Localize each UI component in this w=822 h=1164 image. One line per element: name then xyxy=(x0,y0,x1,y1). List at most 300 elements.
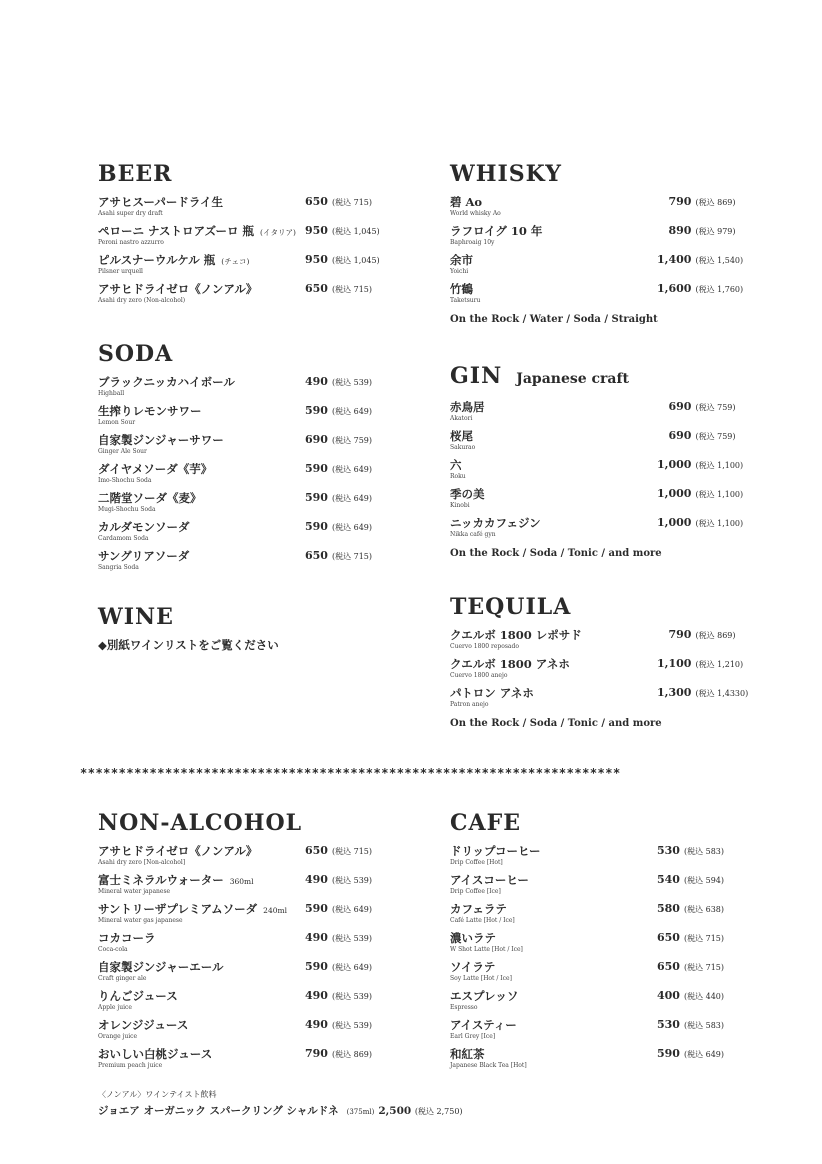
item-english-name: Craft ginger ale xyxy=(98,975,147,982)
menu-item xyxy=(98,872,398,901)
item-price xyxy=(305,462,372,475)
item-name-text: ソイラテ xyxy=(450,960,496,974)
item-name xyxy=(450,901,507,917)
item-english-name: Baphroaig 10y xyxy=(450,239,495,246)
item-price xyxy=(657,902,724,915)
item-price-tax: (税込 1,540) xyxy=(695,256,744,265)
item-english-name: Ginger Ale Sour xyxy=(98,448,147,455)
beer-title: BEER xyxy=(98,161,173,187)
item-name-text: 生搾りレモンサワー xyxy=(98,404,202,418)
item-name-text: 自家製ジンジャーサワー xyxy=(98,433,224,447)
item-price-tax: (税込 715) xyxy=(683,963,725,972)
item-price xyxy=(657,1047,724,1060)
item-name xyxy=(98,930,156,946)
item-price-tax: (税込 869) xyxy=(331,1050,373,1059)
menu-item xyxy=(98,930,398,959)
tequila-section xyxy=(450,595,760,729)
item-english-name: Highball xyxy=(98,390,125,397)
item-name xyxy=(450,1046,485,1062)
item-name xyxy=(450,843,541,859)
item-name xyxy=(450,515,541,531)
item-name xyxy=(98,252,249,268)
item-price-value: 540 xyxy=(657,873,680,886)
menu-item xyxy=(98,223,398,252)
item-name xyxy=(98,872,254,888)
item-name xyxy=(98,1017,188,1033)
item-price xyxy=(305,224,380,237)
item-name xyxy=(450,656,570,672)
menu-item xyxy=(98,519,398,548)
item-name xyxy=(98,194,223,210)
item-price xyxy=(305,902,372,915)
item-price-tax: (税込 759) xyxy=(695,403,736,412)
item-price-value: 790 xyxy=(668,628,692,641)
menu-item xyxy=(98,281,398,310)
item-name-text: サントリーザプレミアムソーダ xyxy=(98,902,258,916)
item-english-name: W Shot Latte [Hot / Ice] xyxy=(450,946,523,953)
item-price-tax: (税込 649) xyxy=(331,523,373,532)
item-name-text: 六 xyxy=(450,458,462,472)
item-english-name: Sakurao xyxy=(450,444,476,451)
item-price xyxy=(657,1018,724,1031)
item-note: 240ml xyxy=(263,906,287,915)
item-price-tax: (税込 649) xyxy=(331,494,373,503)
item-price-value: 650 xyxy=(305,282,328,295)
item-name-text: ダイヤメソーダ《芋》 xyxy=(98,462,213,476)
item-english-name: Mugi-Shochu Soda xyxy=(98,506,156,513)
item-english-name: Asahi dry zero [Non-alcohol] xyxy=(98,859,186,866)
item-english-name: Earl Grey [Ice] xyxy=(450,1033,496,1040)
item-english-name: Yoichi xyxy=(450,268,469,275)
item-price-value: 590 xyxy=(657,1047,680,1060)
beer-section xyxy=(98,162,398,310)
item-price-tax: (税込 1,210) xyxy=(695,660,744,669)
item-note: (チェコ) xyxy=(221,257,250,266)
cafe-section xyxy=(450,811,750,1075)
item-price xyxy=(657,458,743,471)
wine-taste-tax: (税込 2,750) xyxy=(414,1107,463,1116)
item-english-name: Japanese Black Tea [Hot] xyxy=(450,1062,527,1069)
item-price-tax: (税込 649) xyxy=(683,1050,725,1059)
gin-title xyxy=(450,364,750,391)
item-price-value: 690 xyxy=(668,429,692,442)
item-price-value: 950 xyxy=(305,224,328,237)
item-price xyxy=(657,400,736,413)
tequila-footnote: On the Rock / Soda / Tonic / and more xyxy=(450,718,662,729)
soda-title: SODA xyxy=(98,341,174,367)
item-name xyxy=(98,223,296,239)
item-price-tax: (税込 539) xyxy=(331,934,373,943)
item-english-name: World whisky Ao xyxy=(450,210,501,217)
item-name-text: オレンジジュース xyxy=(98,1018,189,1032)
item-price xyxy=(657,657,743,670)
item-name xyxy=(450,1017,517,1033)
item-name xyxy=(98,1046,212,1062)
item-price-tax: (税込 1,045) xyxy=(331,256,380,265)
menu-item xyxy=(98,461,398,490)
item-price-tax: (税込 759) xyxy=(331,436,373,445)
item-price-value: 530 xyxy=(657,1018,680,1031)
menu-item xyxy=(450,428,750,457)
menu-item xyxy=(98,403,398,432)
item-price-tax: (税込 440) xyxy=(683,992,725,1001)
item-price xyxy=(305,404,372,417)
item-price xyxy=(305,433,372,446)
menu-item xyxy=(450,515,750,544)
wine-taste-label: 〈ノンアル〉ワインテイスト飲料 xyxy=(98,1090,217,1099)
item-price-tax: (税込 649) xyxy=(331,407,373,416)
item-price-tax: (税込 638) xyxy=(683,905,725,914)
item-name-text: アイスティー xyxy=(450,1018,517,1032)
item-english-name: Mineral water gas japanese xyxy=(98,917,183,924)
item-english-name: Cardamom Soda xyxy=(98,535,149,542)
item-name xyxy=(98,432,224,448)
item-price-tax: (税込 1,045) xyxy=(331,227,380,236)
menu-item xyxy=(450,901,750,930)
whisky-list xyxy=(450,194,750,310)
item-price xyxy=(305,960,372,973)
item-price-value: 590 xyxy=(305,491,328,504)
item-name-text: 碧 Ao xyxy=(450,195,483,209)
item-price xyxy=(305,491,372,504)
item-name-text: 自家製ジンジャーエール xyxy=(98,960,224,974)
non-alcohol-list xyxy=(98,843,398,1075)
whisky-footnote: On the Rock / Water / Soda / Straight xyxy=(450,314,658,325)
item-price-value: 1,300 xyxy=(657,686,692,699)
wine-taste-drink xyxy=(98,1089,463,1118)
item-price-tax: (税込 539) xyxy=(331,992,373,1001)
item-price xyxy=(657,628,736,641)
item-english-name: Premium peach juice xyxy=(98,1062,163,1069)
item-price-tax: (税込 583) xyxy=(683,1021,725,1030)
item-english-name: Lemon Sour xyxy=(98,419,136,426)
menu-item xyxy=(98,901,398,930)
item-name xyxy=(98,988,178,1004)
item-price-tax: (税込 1,4330) xyxy=(695,689,749,698)
wine-title: WINE xyxy=(98,604,174,630)
item-name xyxy=(450,685,534,701)
item-price-tax: (税込 583) xyxy=(683,847,725,856)
menu-item xyxy=(450,486,750,515)
item-name-text: アイスコーヒー xyxy=(450,873,529,887)
item-english-name: Pilsner urquell xyxy=(98,268,143,275)
menu-item xyxy=(450,1017,750,1046)
item-price-value: 490 xyxy=(305,931,328,944)
whisky-section xyxy=(450,162,750,325)
item-price-value: 1,600 xyxy=(657,282,692,295)
item-price xyxy=(657,873,724,886)
menu-item xyxy=(450,457,750,486)
item-name-text: 和紅茶 xyxy=(450,1047,485,1061)
menu-item xyxy=(450,988,750,1017)
item-name xyxy=(450,959,495,975)
item-name xyxy=(450,930,496,946)
item-price xyxy=(657,195,736,208)
menu-item xyxy=(98,252,398,281)
item-english-name: Mineral water japanese xyxy=(98,888,171,895)
item-price-tax: (税込 869) xyxy=(695,631,736,640)
item-price xyxy=(657,253,743,266)
item-price-value: 590 xyxy=(305,902,328,915)
wine-taste-line xyxy=(98,1103,463,1118)
cafe-list xyxy=(450,843,750,1075)
menu-item xyxy=(450,843,750,872)
item-price-tax: (税込 539) xyxy=(331,876,373,885)
item-price-tax: (税込 869) xyxy=(695,198,736,207)
item-name-text: クエルボ 1800 レポサド xyxy=(450,628,582,642)
item-name xyxy=(450,457,462,473)
item-price xyxy=(657,989,724,1002)
item-price-value: 1,000 xyxy=(657,487,692,500)
item-price-value: 590 xyxy=(305,960,328,973)
item-english-name: Drip Coffee [Hot] xyxy=(450,859,503,866)
menu-item xyxy=(98,1046,398,1075)
item-name-text: アサヒドライゼロ《ノンアル》 xyxy=(98,844,258,858)
item-name xyxy=(450,399,485,415)
wine-taste-size: (375ml) xyxy=(346,1108,375,1116)
tequila-title: TEQUILA xyxy=(450,594,572,620)
item-price xyxy=(305,844,372,857)
item-price-value: 650 xyxy=(305,549,328,562)
item-price-tax: (税込 715) xyxy=(331,285,373,294)
item-english-name: Kinobi xyxy=(450,502,470,509)
item-name xyxy=(450,252,473,268)
item-name xyxy=(98,374,235,390)
wine-section xyxy=(98,605,398,653)
item-price xyxy=(305,873,372,886)
item-name-text: コカコーラ xyxy=(98,931,156,945)
item-english-name: Asahi super dry draft xyxy=(98,210,163,217)
menu-item xyxy=(98,194,398,223)
item-price-tax: (税込 715) xyxy=(331,552,373,561)
item-english-name: Cuervo 1800 anejo xyxy=(450,672,508,679)
item-english-name: Apple juice xyxy=(98,1004,132,1011)
item-price-tax: (税込 979) xyxy=(695,227,736,236)
gin-title-main: GIN xyxy=(450,363,503,389)
item-price-value: 590 xyxy=(305,404,328,417)
item-price xyxy=(657,224,736,237)
item-english-name: Coca-cola xyxy=(98,946,128,953)
item-price xyxy=(305,195,372,208)
menu-item xyxy=(450,252,750,281)
item-price xyxy=(305,931,372,944)
item-price-value: 790 xyxy=(305,1047,328,1060)
item-price-tax: (税込 649) xyxy=(331,465,373,474)
item-english-name: Orange juice xyxy=(98,1033,138,1040)
menu-item xyxy=(450,627,760,656)
item-name-text: クエルボ 1800 アネホ xyxy=(450,657,570,671)
item-price-value: 530 xyxy=(657,844,680,857)
item-english-name: Café Latte [Hot / Ice] xyxy=(450,917,515,924)
wine-taste-name: ジョエア オーガニック スパークリング シャルドネ xyxy=(98,1105,339,1117)
item-price-tax: (税込 715) xyxy=(683,934,725,943)
item-name-text: ペローニ ナストロアズーロ 瓶 xyxy=(98,224,255,238)
item-name xyxy=(450,194,482,210)
item-name-text: 二階堂ソーダ《麦》 xyxy=(98,491,202,505)
item-english-name: Drip Coffee [Ice] xyxy=(450,888,501,895)
item-name-text: ドリップコーヒー xyxy=(450,844,541,858)
item-price-tax: (税込 539) xyxy=(331,378,373,387)
menu-item xyxy=(98,432,398,461)
item-name xyxy=(98,843,257,859)
menu-item xyxy=(98,490,398,519)
item-price-value: 1,400 xyxy=(657,253,692,266)
item-name-text: 赤鳥居 xyxy=(450,400,485,414)
menu-item xyxy=(450,223,750,252)
item-name xyxy=(98,281,257,297)
item-price-tax: (税込 1,760) xyxy=(695,285,744,294)
item-price xyxy=(305,375,372,388)
item-name xyxy=(98,461,212,477)
item-name xyxy=(98,959,223,975)
item-name xyxy=(98,548,189,564)
menu-item xyxy=(450,685,760,714)
item-english-name: Asahi dry zero (Non-alcohol) xyxy=(98,297,186,304)
tequila-list xyxy=(450,627,760,714)
item-price-value: 650 xyxy=(305,195,328,208)
item-price-value: 490 xyxy=(305,1018,328,1031)
item-price xyxy=(657,931,724,944)
item-price-value: 790 xyxy=(668,195,692,208)
item-note: (イタリア) xyxy=(260,228,296,237)
item-name xyxy=(450,627,582,643)
item-price xyxy=(305,282,372,295)
item-price-tax: (税込 539) xyxy=(331,1021,373,1030)
wine-taste-price: 2,500 xyxy=(378,1105,412,1117)
item-name-text: 濃いラテ xyxy=(450,931,496,945)
item-english-name: Soy Latte [Hot / Ice] xyxy=(450,975,512,982)
item-price-value: 490 xyxy=(305,375,328,388)
item-name-text: ピルスナーウルケル 瓶 xyxy=(98,253,216,267)
beer-list xyxy=(98,194,398,310)
menu-item xyxy=(98,548,398,577)
item-price-value: 950 xyxy=(305,253,328,266)
menu-item xyxy=(450,959,750,988)
item-price-value: 590 xyxy=(305,462,328,475)
item-name xyxy=(450,281,473,297)
item-name-text: パトロン アネホ xyxy=(450,686,534,700)
menu-item xyxy=(450,281,750,310)
item-price-tax: (税込 715) xyxy=(331,847,373,856)
gin-list xyxy=(450,399,750,544)
item-price-tax: (税込 1,100) xyxy=(695,461,744,470)
item-english-name: Akatori xyxy=(450,415,473,422)
item-name-text: 季の美 xyxy=(450,487,485,501)
item-price-value: 490 xyxy=(305,873,328,886)
item-name-text: 余市 xyxy=(450,253,473,267)
item-name-text: 富士ミネラルウォーター xyxy=(98,873,224,887)
item-price-tax: (税込 649) xyxy=(331,963,373,972)
item-name-text: 桜尾 xyxy=(450,429,473,443)
item-price-tax: (税込 594) xyxy=(683,876,725,885)
item-price-value: 490 xyxy=(305,989,328,1002)
item-price-value: 1,000 xyxy=(657,516,692,529)
item-price-value: 890 xyxy=(668,224,692,237)
item-name-text: エスプレッソ xyxy=(450,989,519,1003)
item-price xyxy=(657,960,724,973)
item-name-text: りんごジュース xyxy=(98,989,178,1003)
item-name-text: アサヒドライゼロ《ノンアル》 xyxy=(98,282,258,296)
item-price xyxy=(305,1047,372,1060)
item-price-value: 590 xyxy=(305,520,328,533)
item-price xyxy=(657,487,743,500)
item-name-text: カルダモンソーダ xyxy=(98,520,190,534)
item-english-name: Sangria Soda xyxy=(98,564,139,571)
item-price-tax: (税込 1,100) xyxy=(695,490,744,499)
soda-section xyxy=(98,342,398,577)
item-price-value: 1,000 xyxy=(657,458,692,471)
item-english-name: Espresso xyxy=(450,1004,478,1011)
item-name xyxy=(450,486,485,502)
item-price-tax: (税込 1,100) xyxy=(695,519,744,528)
item-price xyxy=(657,516,743,529)
item-price xyxy=(305,253,380,266)
item-name xyxy=(450,988,518,1004)
gin-subtitle: Japanese craft xyxy=(516,371,629,387)
item-name-text: アサヒスーパードライ生 xyxy=(98,195,224,209)
wine-note: ◆別紙ワインリストをご覧ください xyxy=(98,638,279,652)
non-alcohol-title: NON-ALCOHOL xyxy=(98,810,303,836)
item-name xyxy=(450,872,529,888)
menu-item xyxy=(450,930,750,959)
item-name-text: おいしい白桃ジュース xyxy=(98,1047,213,1061)
item-price-value: 690 xyxy=(668,400,692,413)
item-price xyxy=(305,989,372,1002)
whisky-title: WHISKY xyxy=(450,161,562,187)
item-price-value: 400 xyxy=(657,989,680,1002)
item-english-name: Roku xyxy=(450,473,466,480)
gin-section xyxy=(450,364,750,559)
item-name-text: カフェラテ xyxy=(450,902,507,916)
non-alcohol-section xyxy=(98,811,398,1075)
item-price xyxy=(657,429,736,442)
item-name xyxy=(98,490,202,506)
item-name xyxy=(450,223,542,239)
item-english-name: Nikka café gyn xyxy=(450,531,496,538)
item-price xyxy=(305,520,372,533)
menu-item xyxy=(450,656,760,685)
item-price-tax: (税込 649) xyxy=(331,905,373,914)
item-english-name: Cuervo 1800 reposado xyxy=(450,643,519,650)
item-price xyxy=(657,686,748,699)
menu-item xyxy=(450,872,750,901)
item-price-value: 580 xyxy=(657,902,680,915)
item-name-text: ラフロイグ 10 年 xyxy=(450,224,543,238)
menu-item xyxy=(450,399,750,428)
item-name-text: サングリアソーダ xyxy=(98,549,190,563)
menu-item xyxy=(98,1017,398,1046)
item-price xyxy=(657,844,724,857)
item-name xyxy=(450,428,473,444)
soda-list xyxy=(98,374,398,577)
item-english-name: Taketsuru xyxy=(450,297,481,304)
item-price xyxy=(305,549,372,562)
menu-item xyxy=(450,1046,750,1075)
gin-footnote: On the Rock / Soda / Tonic / and more xyxy=(450,548,662,559)
menu-item xyxy=(98,988,398,1017)
item-price-tax: (税込 715) xyxy=(331,198,373,207)
item-name xyxy=(98,901,287,917)
item-name-text: ブラックニッカハイボール xyxy=(98,375,235,389)
item-english-name: Imo-Shochu Soda xyxy=(98,477,152,484)
item-price xyxy=(305,1018,372,1031)
item-price-value: 650 xyxy=(657,960,680,973)
section-divider: ********************************************************************** xyxy=(80,766,621,780)
menu-item xyxy=(98,843,398,872)
item-price-tax: (税込 759) xyxy=(695,432,736,441)
item-english-name: Patron anejo xyxy=(450,701,489,708)
menu-item xyxy=(98,959,398,988)
